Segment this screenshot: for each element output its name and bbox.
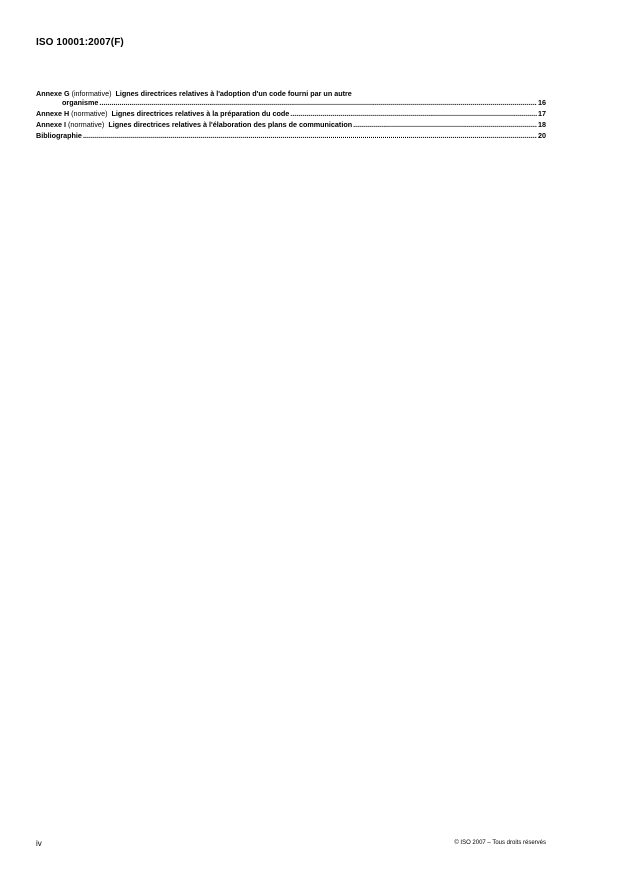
- toc-entry-line: [36, 89, 546, 98]
- toc-entry-annex-g[interactable]: [36, 89, 546, 107]
- toc-entry-line: [36, 98, 546, 107]
- toc-entry-text: [36, 109, 289, 118]
- footer-page-number: iv: [36, 839, 42, 848]
- toc-leader-dots: [353, 120, 537, 129]
- toc-entry-title: Lignes directrices relatives à l'élaboration des plans de communication: [108, 120, 353, 129]
- toc-entry-title: Lignes directrices relatives à la préparation du code: [111, 109, 290, 118]
- toc-entry-text: [36, 120, 352, 129]
- table-of-contents: [36, 89, 546, 142]
- toc-entry-type: (informative): [71, 89, 112, 98]
- toc-entry-line: [36, 131, 546, 140]
- toc-entry-line: [36, 109, 546, 118]
- toc-entry-annex-i[interactable]: [36, 120, 546, 129]
- page-header-title: ISO 10001:2007(F): [36, 37, 124, 48]
- toc-page-number: 20: [538, 131, 546, 140]
- toc-entry-type: (normative): [67, 120, 105, 129]
- toc-leader-dots: [83, 131, 537, 140]
- toc-entry-title: Bibliographie: [36, 131, 82, 140]
- toc-leader-dots: [99, 98, 537, 107]
- toc-page-number: 16: [538, 98, 546, 107]
- toc-entry-type: (normative): [71, 109, 108, 118]
- toc-entry-label: Annexe H: [36, 109, 70, 118]
- toc-entry-title-continued: organisme: [62, 98, 99, 107]
- toc-page-number: 18: [538, 120, 546, 129]
- toc-entry-label: Annexe G: [36, 89, 70, 98]
- toc-entry-bibliography[interactable]: [36, 131, 546, 140]
- toc-page-number: 17: [538, 109, 546, 118]
- toc-entry-text: [36, 89, 352, 98]
- toc-entry-title: Lignes directrices relatives à l'adoption d'un code fourni par un autre: [115, 89, 352, 98]
- toc-entry-annex-h[interactable]: [36, 109, 546, 118]
- toc-entry-line: [36, 120, 546, 129]
- toc-entry-label: Annexe I: [36, 120, 66, 129]
- toc-leader-dots: [290, 109, 537, 118]
- footer-copyright: © ISO 2007 – Tous droits réservés: [454, 840, 546, 846]
